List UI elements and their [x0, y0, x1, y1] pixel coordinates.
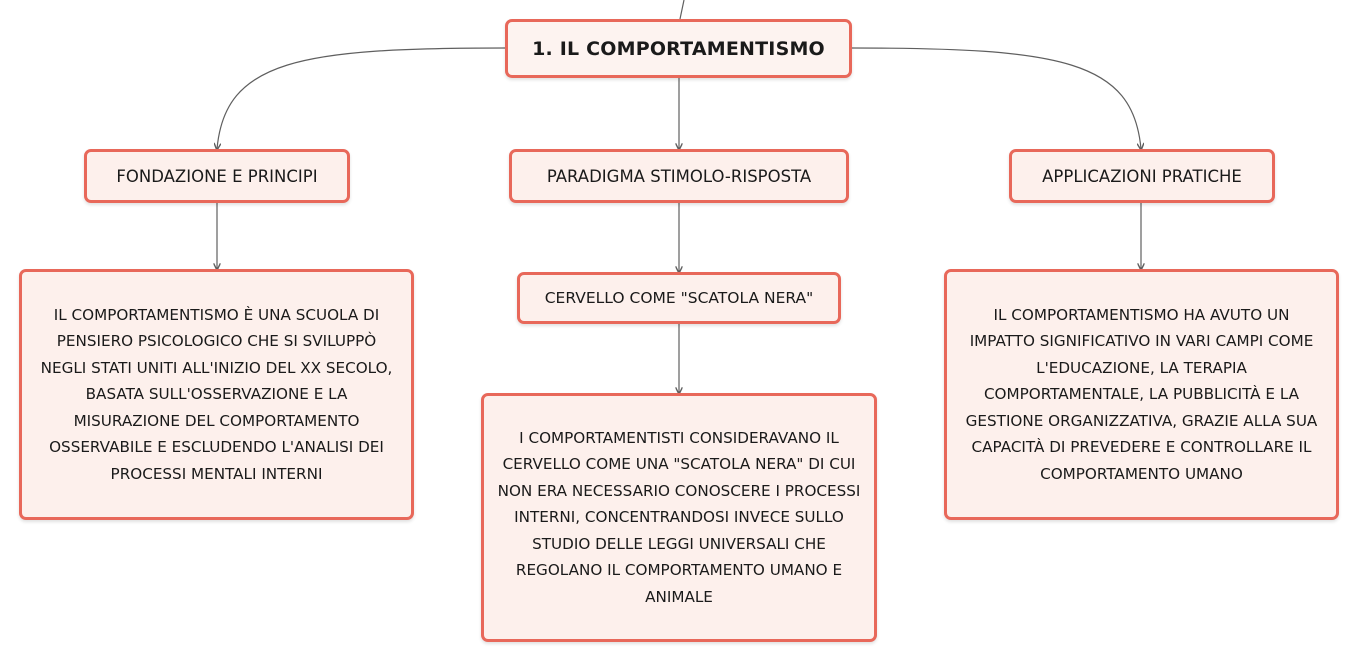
connector-root-to-applicazioni — [852, 48, 1141, 149]
topic-label-applicazioni: APPLICAZIONI PRATICHE — [1042, 166, 1242, 186]
detail-node-scatola-nera[interactable] — [481, 393, 877, 642]
connector-root-to-fondazione — [217, 48, 505, 149]
subtopic-label-scatola-nera: CERVELLO COME "SCATOLA NERA" — [544, 289, 814, 307]
detail-text-scatola-nera: I COMPORTAMENTISTI CONSIDERAVANO IL CERVELLO COME UNA "SCATOLA NERA" DI CUI NON ERA NECESSARIO CONOSCERE I PROCESSI INTERNI, CONCENTRANDOSI INVECE SULLO STUDIO DELLE LEGGI UNIVERSALI CHE REGOLANO IL COMPORTAMENTO UMANO E ANIMALE — [497, 428, 861, 606]
detail-node-fondazione[interactable] — [19, 269, 414, 520]
topic-node-paradigma[interactable] — [509, 149, 849, 203]
connector-from-parent — [680, 0, 684, 19]
detail-node-applicazioni[interactable] — [944, 269, 1339, 520]
subtopic-node-scatola-nera[interactable] — [517, 272, 841, 324]
detail-text-fondazione: IL COMPORTAMENTISMO È UNA SCUOLA DI PENSIERO PSICOLOGICO CHE SI SVILUPPÒ NEGLI STATI UNITI ALL'INIZIO DEL XX SECOLO, BASATA SULL'OSSERVAZIONE E LA MISURAZIONE DEL COMPORTAMENTO OSSERVABILE E ESCLUDENDO L'ANALISI DEI PROCESSI MENTALI INTERNI — [40, 305, 393, 483]
root-topic-node[interactable] — [505, 19, 852, 78]
detail-text-applicazioni: IL COMPORTAMENTISMO HA AVUTO UN IMPATTO SIGNIFICATIVO IN VARI CAMPI COME L'EDUCAZIONE, LA TERAPIA COMPORTAMENTALE, LA PUBBLICITÀ E LA GESTIONE ORGANIZZATIVA, GRAZIE ALLA SUA CAPACITÀ DI PREVEDERE E CONTROLLARE IL COMPORTAMENTO UMANO — [965, 305, 1318, 483]
topic-node-applicazioni[interactable] — [1009, 149, 1275, 203]
root-topic-label: 1. IL COMPORTAMENTISMO — [532, 37, 825, 60]
topic-node-fondazione[interactable] — [84, 149, 350, 203]
topic-label-fondazione: FONDAZIONE E PRINCIPI — [116, 166, 318, 186]
topic-label-paradigma: PARADIGMA STIMOLO-RISPOSTA — [546, 166, 812, 186]
